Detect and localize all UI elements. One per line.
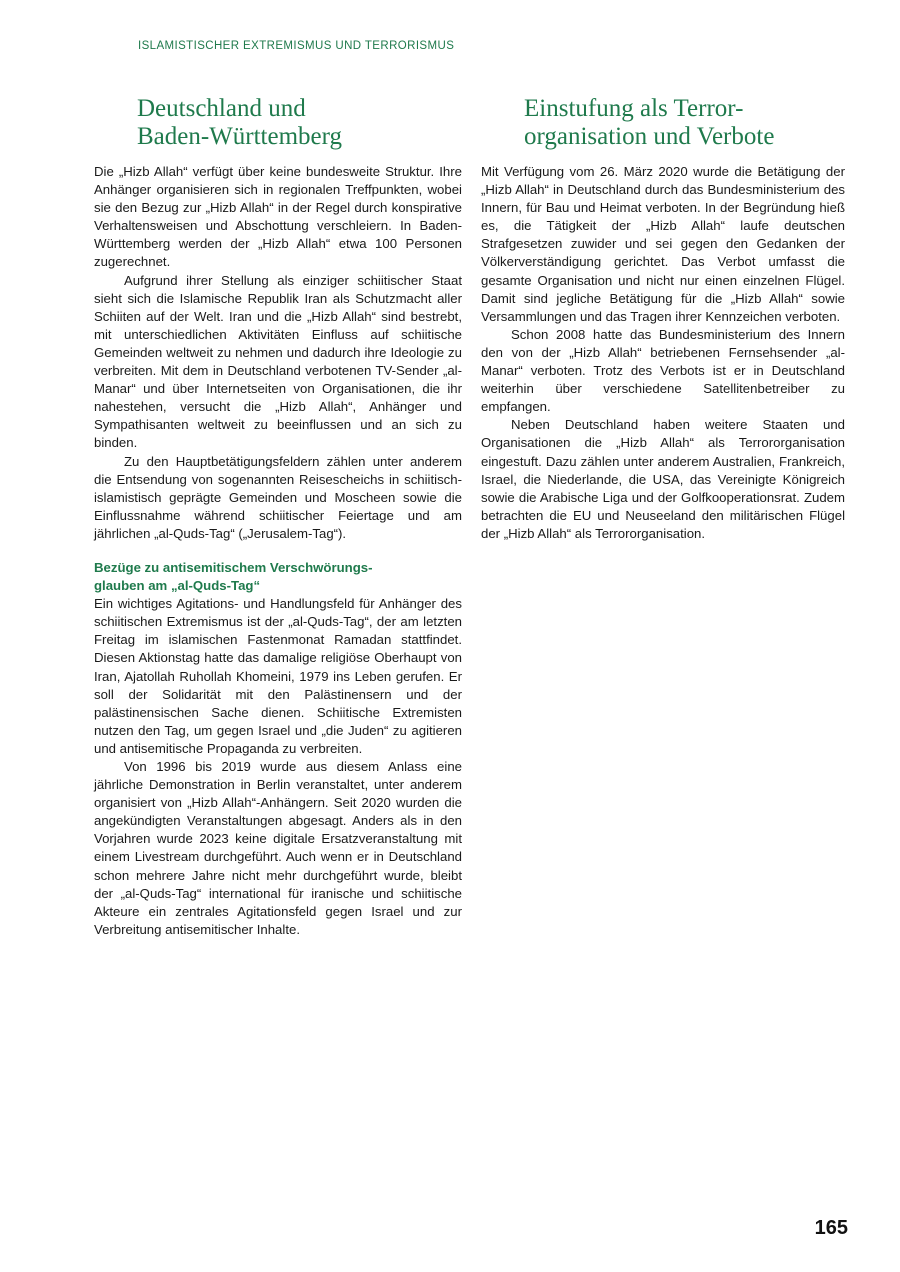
title-line: Einstufung als Terror-	[524, 95, 744, 122]
subheading-al-quds-tag	[94, 559, 462, 595]
right-column	[481, 95, 845, 543]
subheading-line: Bezüge zu antisemitischem Verschwörungs-	[94, 559, 373, 575]
title-line: organisation und Verbote	[524, 123, 775, 150]
paragraph: Zu den Hauptbetätigungsfeldern zählen unter anderem die Entsendung von sogenannten Reisescheichs in schiitisch-islamistisch geprägte Gemeinden und Moscheen sowie die Einflussnahme während schiitischer Feiertage und am jährlichen „al-Quds-Tag“ („Jerusalem-Tag“).	[94, 453, 462, 541]
paragraph: Neben Deutschland haben weitere Staaten und Organisationen die „Hizb Allah“ als Terrororganisation eingestuft. Dazu zählen unter anderem Australien, Frankreich, Israel, die Niederlande, die USA, das Vereinigte Königreich sowie die Arabische Liga und der Golfkooperationsrat. Zudem betrachten die EU und Neuseeland den militärischen Flügel der „Hizb Allah“ als Terrororganisation.	[481, 417, 845, 541]
paragraph: Die „Hizb Allah“ verfügt über keine bundesweite Struktur. Ihre Anhänger organisieren sich in regionalen Treffpunkten, wobei sie den Bezug zur „Hizb Allah“ in der Regel durch konspirative Verhaltensweisen und Abschottung verschleiern. In Baden-Württemberg werden der „Hizb Allah“ etwa 100 Personen zugerechnet.	[94, 164, 462, 270]
running-header: ISLAMISTISCHER EXTREMISMUS UND TERRORISMUS	[138, 40, 455, 52]
page-number: 165	[814, 1217, 848, 1239]
paragraph: Von 1996 bis 2019 wurde aus diesem Anlass eine jährliche Demonstration in Berlin veranstaltet, unter anderem organisiert von „Hizb Allah“-Anhängern. Seit 2020 wurden die angekündigten Veranstaltungen abgesagt. Anders als in den Vorjahren wurde 2023 keine digitale Ersatzveranstaltung mit einem Livestream durchgeführt. Auch wenn er in Deutschland schon mehrere Jahre nicht mehr durchgeführt wurde, bleibt der „al-Quds-Tag“ international für iranische und schiitische Akteure ein zentrales Agitationsfeld gegen Israel und zur Verbreitung antisemitischer Inhalte.	[94, 759, 462, 937]
section-title-einstufung	[481, 95, 845, 151]
title-line: Baden-Württemberg	[137, 123, 343, 150]
paragraph: Aufgrund ihrer Stellung als einziger schiitischer Staat sieht sich die Islamische Republik Iran als Schutzmacht aller Schiiten auf der Welt. Iran und die „Hizb Allah“ sind bestrebt, mit unterschiedlichen Aktivitäten Einfluss auf schiitische Gemeinden weltweit zu nehmen und dadurch ihre Ideologie zu verbreiten. Mit dem in Deutschland verbotenen TV-Sender „al-Manar“ und über Internetseiten von Organisationen, die ihr nahestehen, versucht die „Hizb Allah“, Anhänger und Sympathisanten weltweit zu beeinflussen und an sich zu binden.	[94, 272, 462, 451]
subheading-line: glauben am „al-Quds-Tag“	[94, 578, 261, 594]
title-line: Deutschland und	[137, 95, 306, 122]
paragraph: Schon 2008 hatte das Bundesministerium des Innern den von der „Hizb Allah“ betriebenen Fernsehsender „al-Manar“ verboten. Trotz des Verbots ist er in Deutschland weiterhin über verschiedene Satellitenbetreiber zu empfangen.	[481, 326, 845, 415]
paragraph: Ein wichtiges Agitations- und Handlungsfeld für Anhänger des schiitischen Extremismus ist der „al-Quds-Tag“, der am letzten Freitag im islamischen Fastenmonat Ramadan stattfindet. Diesen Aktionstag hatte das damalige religiöse Oberhaupt von Iran, Ajatollah Ruhollah Khomeini, 1979 ins Leben gerufen. Er soll der Solidarität mit den Palästinensern und der palästinensischen Sache dienen. Schiitische Extremisten nutzen den Tag, um gegen Israel und „die Juden“ zu agitieren und antisemitische Propaganda zu verbreiten.	[94, 596, 462, 756]
section-title-deutschland	[94, 95, 462, 151]
left-column	[94, 95, 462, 939]
paragraph: Mit Verfügung vom 26. März 2020 wurde die Betätigung der „Hizb Allah“ in Deutschland durch das Bundesministerium des Innern, für Bau und Heimat verboten. In der Begründung hieß es, die Tätigkeit der „Hizb Allah“ laufe deutschen Strafgesetzen zuwider und sei gegen den Gedanken der Völkerverständigung gerichtet. Das Verbot umfasst die gesamte Organisation und nicht nur einen einzelnen Flügel. Damit sind jegliche Betätigung für die „Hizb Allah“ sowie Versammlungen und das Tragen ihrer Kennzeichen verboten.	[481, 164, 845, 324]
